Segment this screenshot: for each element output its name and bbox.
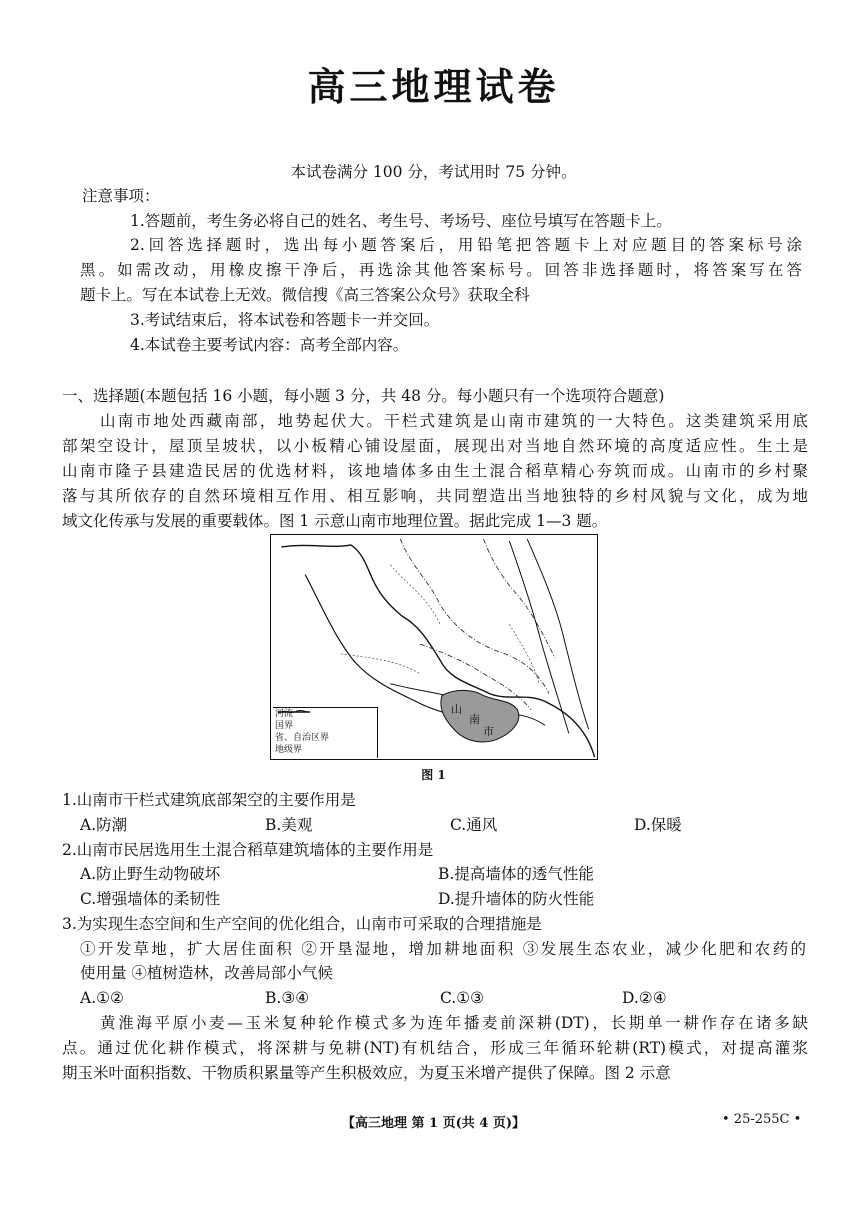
passage2-line-1: 黄淮海平原小麦—玉米复种轮作模式多为连年播麦前深耕(DT)，长期单一耕作存在诸多缺 <box>100 1014 808 1032</box>
notice-item-2-line-2: 黑。如需改动，用橡皮擦干净后，再选涂其他答案标号。回答非选择题时，将答案写在答 <box>80 261 802 279</box>
legend-prefecture-label: 地级界 <box>275 745 303 755</box>
passage1-line-5: 域文化传承与发展的重要载体。图 1 示意山南市地理位置。据此完成 1—3 题。 <box>62 512 608 530</box>
q3-option-c: C.①③ <box>440 989 485 1007</box>
passage1-line-2: 部架空设计，屋顶呈坡状，以小板精心铺设屋面，展现出对当地自然环境的高度适应性。生土是 <box>62 437 808 455</box>
q2-option-a: A.防止野生动物破坏 <box>80 865 221 883</box>
q3-option-b: B.③④ <box>265 989 310 1007</box>
notice-item-4: 4.本试卷主要考试内容：高考全部内容。 <box>130 336 409 354</box>
passage2-line-3: 期玉米叶面积指数、干物质积累量等产生积极效应，为夏玉米增产提供了保障。图 2 示意 <box>62 1064 671 1082</box>
passage1-line-3: 山南市隆子县建造民居的优选材料，该地墙体多由生土混合稻草精心夯筑而成。山南市的乡村聚 <box>62 462 808 480</box>
legend-province-label: 省、自治区界 <box>275 733 330 743</box>
section-heading: 一、选择题(本题包括 16 小题，每小题 3 分，共 48 分。每小题只有一个选项符合题意) <box>62 387 665 405</box>
q1-stem: 1.山南市干栏式建筑底部架空的主要作用是 <box>62 791 356 809</box>
q2-stem: 2.山南市民居选用生土混合稻草建筑墙体的主要作用是 <box>62 841 434 859</box>
passage2-line-2: 点。通过优化耕作模式，将深耕与免耕(NT)有机结合，形成三年循环轮耕(RT)模式，对提高灌浆 <box>62 1039 808 1057</box>
q2-option-c: C.增强墙体的柔韧性 <box>80 890 221 908</box>
passage1-line-4: 落与其所依存的自然环境相互作用、相互影响，共同塑造出当地独特的乡村风貌与文化，成为地 <box>62 487 808 505</box>
page-title: 高三地理试卷 <box>307 65 560 109</box>
q2-option-d: D.提升墙体的防火性能 <box>438 890 595 908</box>
q3-options-line-1: ①开发草地，扩大居住面积 ②开垦湿地，增加耕地面积 ③发展生态农业，减少化肥和农药的 <box>80 940 806 958</box>
q1-option-a: A.防潮 <box>80 816 128 834</box>
q1-option-c: C.通风 <box>450 816 498 834</box>
legend-river-label: 河流 <box>275 709 294 719</box>
notice-item-2-line-1: 2.回答选择题时，选出每小题答案后，用铅笔把答题卡上对应题目的答案标号涂 <box>130 236 802 254</box>
figure1-map <box>270 534 598 760</box>
map-legend <box>273 707 378 758</box>
notice-item-2-line-3: 题卡上。写在本试卷上无效。微信搜《高三答案公众号》获取全科 <box>80 286 530 304</box>
legend-province <box>273 732 377 744</box>
notice-title: 注意事项： <box>82 187 160 205</box>
q3-option-a: A.①② <box>80 989 124 1007</box>
notice-item-1: 1.答题前，考生务必将自己的姓名、考生号、考场号、座位号填写在答题卡上。 <box>130 212 672 230</box>
q3-option-d: D.②④ <box>622 989 667 1007</box>
legend-prefecture <box>273 744 377 756</box>
q1-option-b: B.美观 <box>265 816 313 834</box>
q3-options-line-2: 使用量 ④植树造林，改善局部小气候 <box>80 964 333 982</box>
region-label-2: 南 <box>469 713 480 726</box>
footer-code: • 25-255C • <box>722 1112 802 1127</box>
q2-option-b: B.提高墙体的透气性能 <box>438 865 594 883</box>
figure1-caption: 图 1 <box>421 768 446 782</box>
passage1-line-1: 山南市地处西藏南部，地势起伏大。干栏式建筑是山南市建筑的一大特色。这类建筑采用底 <box>100 412 808 430</box>
legend-national <box>273 720 377 732</box>
region-label-3: 市 <box>483 725 494 738</box>
legend-national-label: 国界 <box>275 721 294 731</box>
footer-page-label: 【高三地理 第 1 页(共 4 页)】 <box>341 1116 526 1131</box>
q3-stem: 3.为实现生态空间和生产空间的优化组合，山南市可采取的合理措施是 <box>62 915 542 933</box>
exam-info: 本试卷满分 100 分，考试用时 75 分钟。 <box>290 163 577 181</box>
region-label-1: 山 <box>451 703 462 716</box>
q1-option-d: D.保暖 <box>634 816 682 834</box>
notice-item-3: 3.考试结束后，将本试卷和答题卡一并交回。 <box>130 311 440 329</box>
